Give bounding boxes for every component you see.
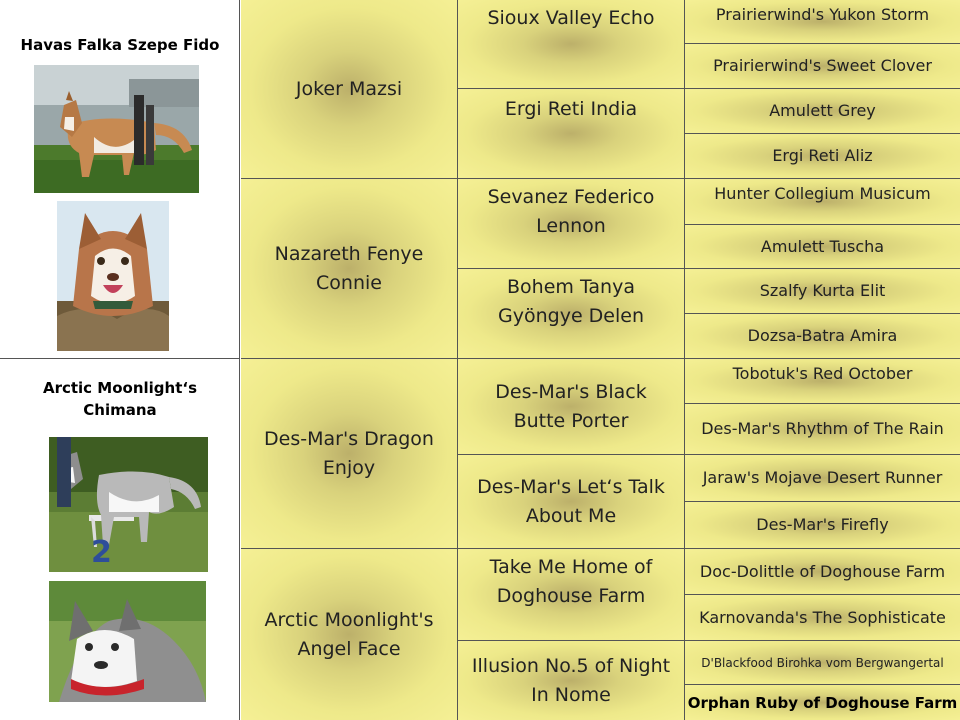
parent-sire-1: Joker Mazsi (241, 0, 457, 178)
grandparent-1: Sioux Valley Echo (457, 0, 684, 88)
great-grandparent-16: Orphan Ruby of Doghouse Farm (684, 684, 960, 720)
great-grandparent-2: Prairierwind's Sweet Clover (684, 43, 960, 88)
subject-cell-2 (0, 358, 240, 720)
svg-text:2: 2 (91, 535, 112, 570)
great-grandparent-1: Prairierwind's Yukon Storm (684, 0, 960, 43)
parent-dam-1: Nazareth Fenye Connie (241, 178, 457, 358)
great-grandparent-6: Amulett Tuscha (684, 224, 960, 268)
grandparent-5: Des-Mar's Black Butte Porter (457, 358, 684, 454)
great-grandparent-8: Dozsa-Batra Amira (684, 313, 960, 358)
great-grandparent-12: Des-Mar's Firefly (684, 501, 960, 548)
grandparent-6: Des-Mar's Let‘s Talk About Me (457, 454, 684, 548)
grandparent-8: Illusion No.5 of Night In Nome (457, 640, 684, 720)
great-grandparent-3: Amulett Grey (684, 88, 960, 133)
husky-grey-white-headshot-photo (49, 581, 206, 702)
great-grandparent-5: Hunter Collegium Musicum (684, 178, 960, 224)
great-grandparent-10: Des-Mar's Rhythm of The Rain (684, 403, 960, 454)
subject-cell-1 (0, 0, 240, 358)
parent-sire-2: Des-Mar's Dragon Enjoy (241, 358, 457, 548)
subject-name-1: Havas Falka Szepe Fido (20, 36, 220, 54)
great-grandparent-7: Szalfy Kurta Elit (684, 268, 960, 313)
great-grandparent-15: D'Blackfood Birohka vom Bergwangertal (684, 640, 960, 684)
husky-red-white-standing-photo (34, 65, 199, 193)
great-grandparent-11: Jaraw's Mojave Desert Runner (684, 454, 960, 501)
great-grandparent-9: Tobotuk's Red October (684, 358, 960, 403)
great-grandparent-13: Doc-Dolittle of Doghouse Farm (684, 548, 960, 594)
husky-red-white-smiling-photo (57, 201, 169, 351)
grandparent-4: Bohem Tanya Gyöngye Delen (457, 268, 684, 358)
grandparent-7: Take Me Home of Doghouse Farm (457, 548, 684, 640)
great-grandparent-14: Karnovanda's The Sophisticate (684, 594, 960, 640)
parent-dam-2: Arctic Moonlight's Angel Face (241, 548, 457, 720)
grandparent-3: Sevanez Federico Lennon (457, 178, 684, 268)
husky-grey-white-show-photo (49, 437, 208, 572)
grandparent-2: Ergi Reti India (457, 88, 684, 178)
subject-name-2: Arctic Moonlight‘s Chimana (42, 379, 198, 419)
great-grandparent-4: Ergi Reti Aliz (684, 133, 960, 178)
